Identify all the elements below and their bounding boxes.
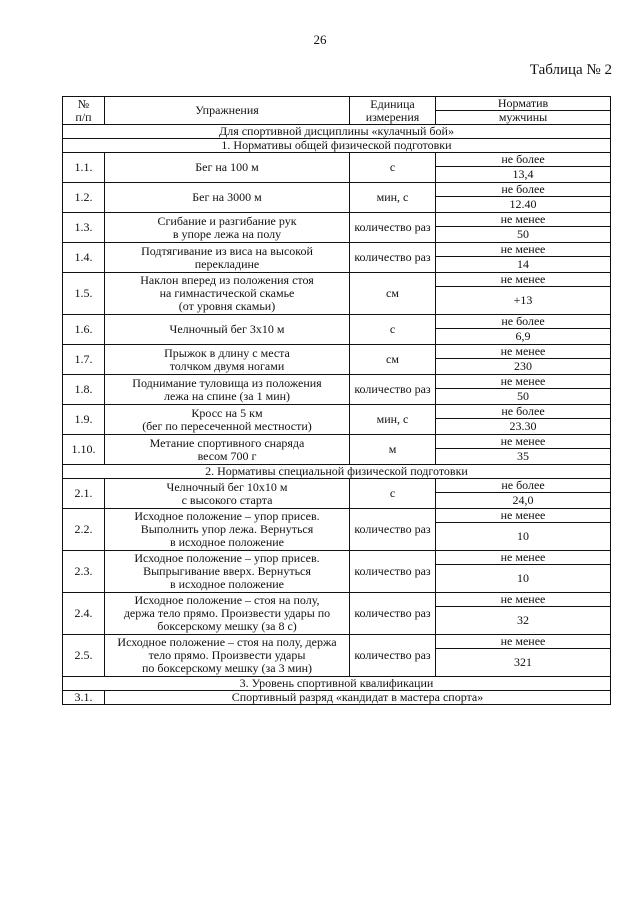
unit: мин, с bbox=[350, 183, 436, 213]
norm-qualifier: не менее bbox=[436, 509, 611, 523]
exercise-line: Прыжок в длину с места bbox=[164, 345, 290, 360]
exercise-line: лежа на спине (за 1 мин) bbox=[163, 388, 291, 403]
norm-value: 50 bbox=[436, 389, 611, 405]
table-row bbox=[63, 479, 611, 493]
header-norm: Норматив bbox=[436, 97, 611, 111]
table-row bbox=[63, 213, 611, 227]
exercise-line: Сгибание и разгибание рук bbox=[157, 213, 297, 228]
exercise-name bbox=[105, 479, 350, 509]
norm-value: 24,0 bbox=[436, 493, 611, 509]
table-row bbox=[63, 593, 611, 607]
norm-value: 50 bbox=[436, 227, 611, 243]
norm-value: 23.30 bbox=[436, 419, 611, 435]
qualification-text: Спортивный разряд «кандидат в мастера спорта» bbox=[105, 691, 611, 705]
section-row bbox=[63, 465, 611, 479]
table-row bbox=[63, 315, 611, 329]
table-row bbox=[63, 551, 611, 565]
norm-value: 35 bbox=[436, 449, 611, 465]
norm-value: +13 bbox=[436, 287, 611, 315]
exercise-line: Исходное положение – упор присев. bbox=[134, 509, 320, 523]
table-row bbox=[63, 375, 611, 389]
exercise-line: Метание спортивного снаряда bbox=[149, 435, 305, 450]
section-title: 3. Уровень спортивной квалификации bbox=[63, 677, 611, 691]
exercise-line: в исходное положение bbox=[169, 577, 285, 591]
exercise-name bbox=[105, 153, 350, 183]
exercise-line: тело прямо. Произвести удары bbox=[148, 648, 306, 662]
header-unit: Единица измерения bbox=[350, 97, 436, 125]
section-title: 1. Нормативы общей физической подготовки bbox=[63, 139, 611, 153]
norms-table bbox=[62, 96, 611, 705]
norm-qualifier: не менее bbox=[436, 375, 611, 389]
row-number: 1.1. bbox=[63, 153, 105, 183]
section-row bbox=[63, 677, 611, 691]
exercise-line: Бег на 3000 м bbox=[192, 190, 262, 204]
norm-qualifier: не более bbox=[436, 183, 611, 197]
row-number: 1.7. bbox=[63, 345, 105, 375]
norm-value: 321 bbox=[436, 649, 611, 677]
norm-qualifier: не более bbox=[436, 405, 611, 419]
exercise-line: боксерскому мешку (за 8 с) bbox=[157, 619, 297, 633]
row-number: 1.5. bbox=[63, 273, 105, 315]
unit: количество раз bbox=[350, 243, 436, 273]
header-men: мужчины bbox=[436, 111, 611, 125]
norm-value: 6,9 bbox=[436, 329, 611, 345]
norm-value: 10 bbox=[436, 523, 611, 551]
unit: с bbox=[350, 153, 436, 183]
page-number: 26 bbox=[313, 32, 327, 47]
unit: количество раз bbox=[350, 375, 436, 405]
norm-qualifier: не менее bbox=[436, 273, 611, 287]
exercise-name bbox=[105, 375, 350, 405]
unit: количество раз bbox=[350, 213, 436, 243]
exercise-line: Поднимание туловища из положения bbox=[132, 375, 322, 390]
exercise-line: весом 700 г bbox=[197, 448, 257, 463]
table-row bbox=[63, 435, 611, 449]
exercise-name bbox=[105, 551, 350, 593]
discipline-row bbox=[63, 125, 611, 139]
section-row bbox=[63, 139, 611, 153]
exercise-line: по боксерскому мешку (за 3 мин) bbox=[141, 661, 313, 675]
norm-qualifier: не менее bbox=[436, 435, 611, 449]
unit: с bbox=[350, 479, 436, 509]
table-caption: Таблица № 2 bbox=[529, 62, 612, 78]
table-row bbox=[63, 509, 611, 523]
norm-qualifier: не менее bbox=[436, 243, 611, 257]
table-row bbox=[63, 635, 611, 649]
section-title: 2. Нормативы специальной физической подготовки bbox=[63, 465, 611, 479]
exercise-line: Бег на 100 м bbox=[195, 160, 259, 174]
table-row bbox=[63, 691, 611, 705]
exercise-name bbox=[105, 405, 350, 435]
norm-value: 10 bbox=[436, 565, 611, 593]
exercise-line: (от уровня скамьи) bbox=[178, 299, 276, 313]
row-number: 1.8. bbox=[63, 375, 105, 405]
row-number: 2.2. bbox=[63, 509, 105, 551]
unit: количество раз bbox=[350, 635, 436, 677]
unit: количество раз bbox=[350, 593, 436, 635]
exercise-line: Подтягивание из виса на высокой bbox=[141, 243, 313, 258]
norm-qualifier: не более bbox=[436, 315, 611, 329]
table-row bbox=[63, 243, 611, 257]
norm-value: 12.40 bbox=[436, 197, 611, 213]
norm-value: 32 bbox=[436, 607, 611, 635]
table-row bbox=[63, 345, 611, 359]
norm-qualifier: не менее bbox=[436, 345, 611, 359]
row-number: 2.5. bbox=[63, 635, 105, 677]
row-number: 2.4. bbox=[63, 593, 105, 635]
row-number: 1.4. bbox=[63, 243, 105, 273]
table-row bbox=[63, 183, 611, 197]
row-number: 1.6. bbox=[63, 315, 105, 345]
row-number: 2.3. bbox=[63, 551, 105, 593]
row-number: 1.9. bbox=[63, 405, 105, 435]
unit: количество раз bbox=[350, 509, 436, 551]
exercise-name bbox=[105, 345, 350, 375]
norm-qualifier: не менее bbox=[436, 593, 611, 607]
exercise-line: Кросс на 5 км bbox=[191, 405, 263, 420]
header-row bbox=[63, 97, 611, 111]
exercise-name bbox=[105, 273, 350, 315]
norm-qualifier: не более bbox=[436, 479, 611, 493]
row-number: 2.1. bbox=[63, 479, 105, 509]
unit: см bbox=[350, 345, 436, 375]
exercise-name bbox=[105, 213, 350, 243]
exercise-name bbox=[105, 635, 350, 677]
exercise-line: Исходное положение – стоя на полу, bbox=[134, 593, 320, 607]
exercise-line: с высокого старта bbox=[181, 492, 273, 507]
table-row bbox=[63, 273, 611, 287]
exercise-line: Исходное положение – упор присев. bbox=[134, 551, 320, 565]
unit: количество раз bbox=[350, 551, 436, 593]
header-exercise: Упражнения bbox=[105, 97, 350, 125]
exercise-name bbox=[105, 315, 350, 345]
row-number: 1.2. bbox=[63, 183, 105, 213]
exercise-line: перекладине bbox=[194, 256, 260, 271]
exercise-name bbox=[105, 183, 350, 213]
exercise-name bbox=[105, 593, 350, 635]
exercise-line: Челночный бег 10x10 м bbox=[166, 479, 288, 494]
exercise-line: Выпрыгивание вверх. Вернуться bbox=[143, 564, 311, 578]
norm-qualifier: не менее bbox=[436, 635, 611, 649]
exercise-line: толчком двумя ногами bbox=[169, 358, 285, 373]
exercise-line: в исходное положение bbox=[169, 535, 285, 549]
exercise-line: на гимнастической скамье bbox=[159, 286, 295, 300]
unit: м bbox=[350, 435, 436, 465]
exercise-line: держа тело прямо. Произвести удары по bbox=[123, 606, 331, 620]
exercise-line: Выполнить упор лежа. Вернуться bbox=[140, 522, 314, 536]
norm-value: 14 bbox=[436, 257, 611, 273]
header-number: № п/п bbox=[63, 97, 105, 125]
exercise-line: (бег по пересеченной местности) bbox=[142, 418, 312, 433]
exercise-line: Исходное положение – стоя на полу, держа bbox=[117, 635, 337, 649]
exercise-name bbox=[105, 509, 350, 551]
norm-qualifier: не менее bbox=[436, 213, 611, 227]
unit: мин, с bbox=[350, 405, 436, 435]
norm-value: 230 bbox=[436, 359, 611, 375]
row-number: 1.3. bbox=[63, 213, 105, 243]
exercise-name bbox=[105, 435, 350, 465]
exercise-line: в упоре лежа на полу bbox=[172, 226, 282, 241]
norm-qualifier: не менее bbox=[436, 551, 611, 565]
norm-value: 13,4 bbox=[436, 167, 611, 183]
exercise-line: Наклон вперед из положения стоя bbox=[140, 273, 314, 287]
table-row bbox=[63, 405, 611, 419]
exercise-name bbox=[105, 243, 350, 273]
row-number: 3.1. bbox=[63, 691, 105, 705]
row-number: 1.10. bbox=[63, 435, 105, 465]
exercise-line: Челночный бег 3x10 м bbox=[169, 322, 285, 336]
unit: с bbox=[350, 315, 436, 345]
unit: см bbox=[350, 273, 436, 315]
norm-qualifier: не более bbox=[436, 153, 611, 167]
table-row bbox=[63, 153, 611, 167]
discipline-title: Для спортивной дисциплины «кулачный бой» bbox=[63, 125, 611, 139]
